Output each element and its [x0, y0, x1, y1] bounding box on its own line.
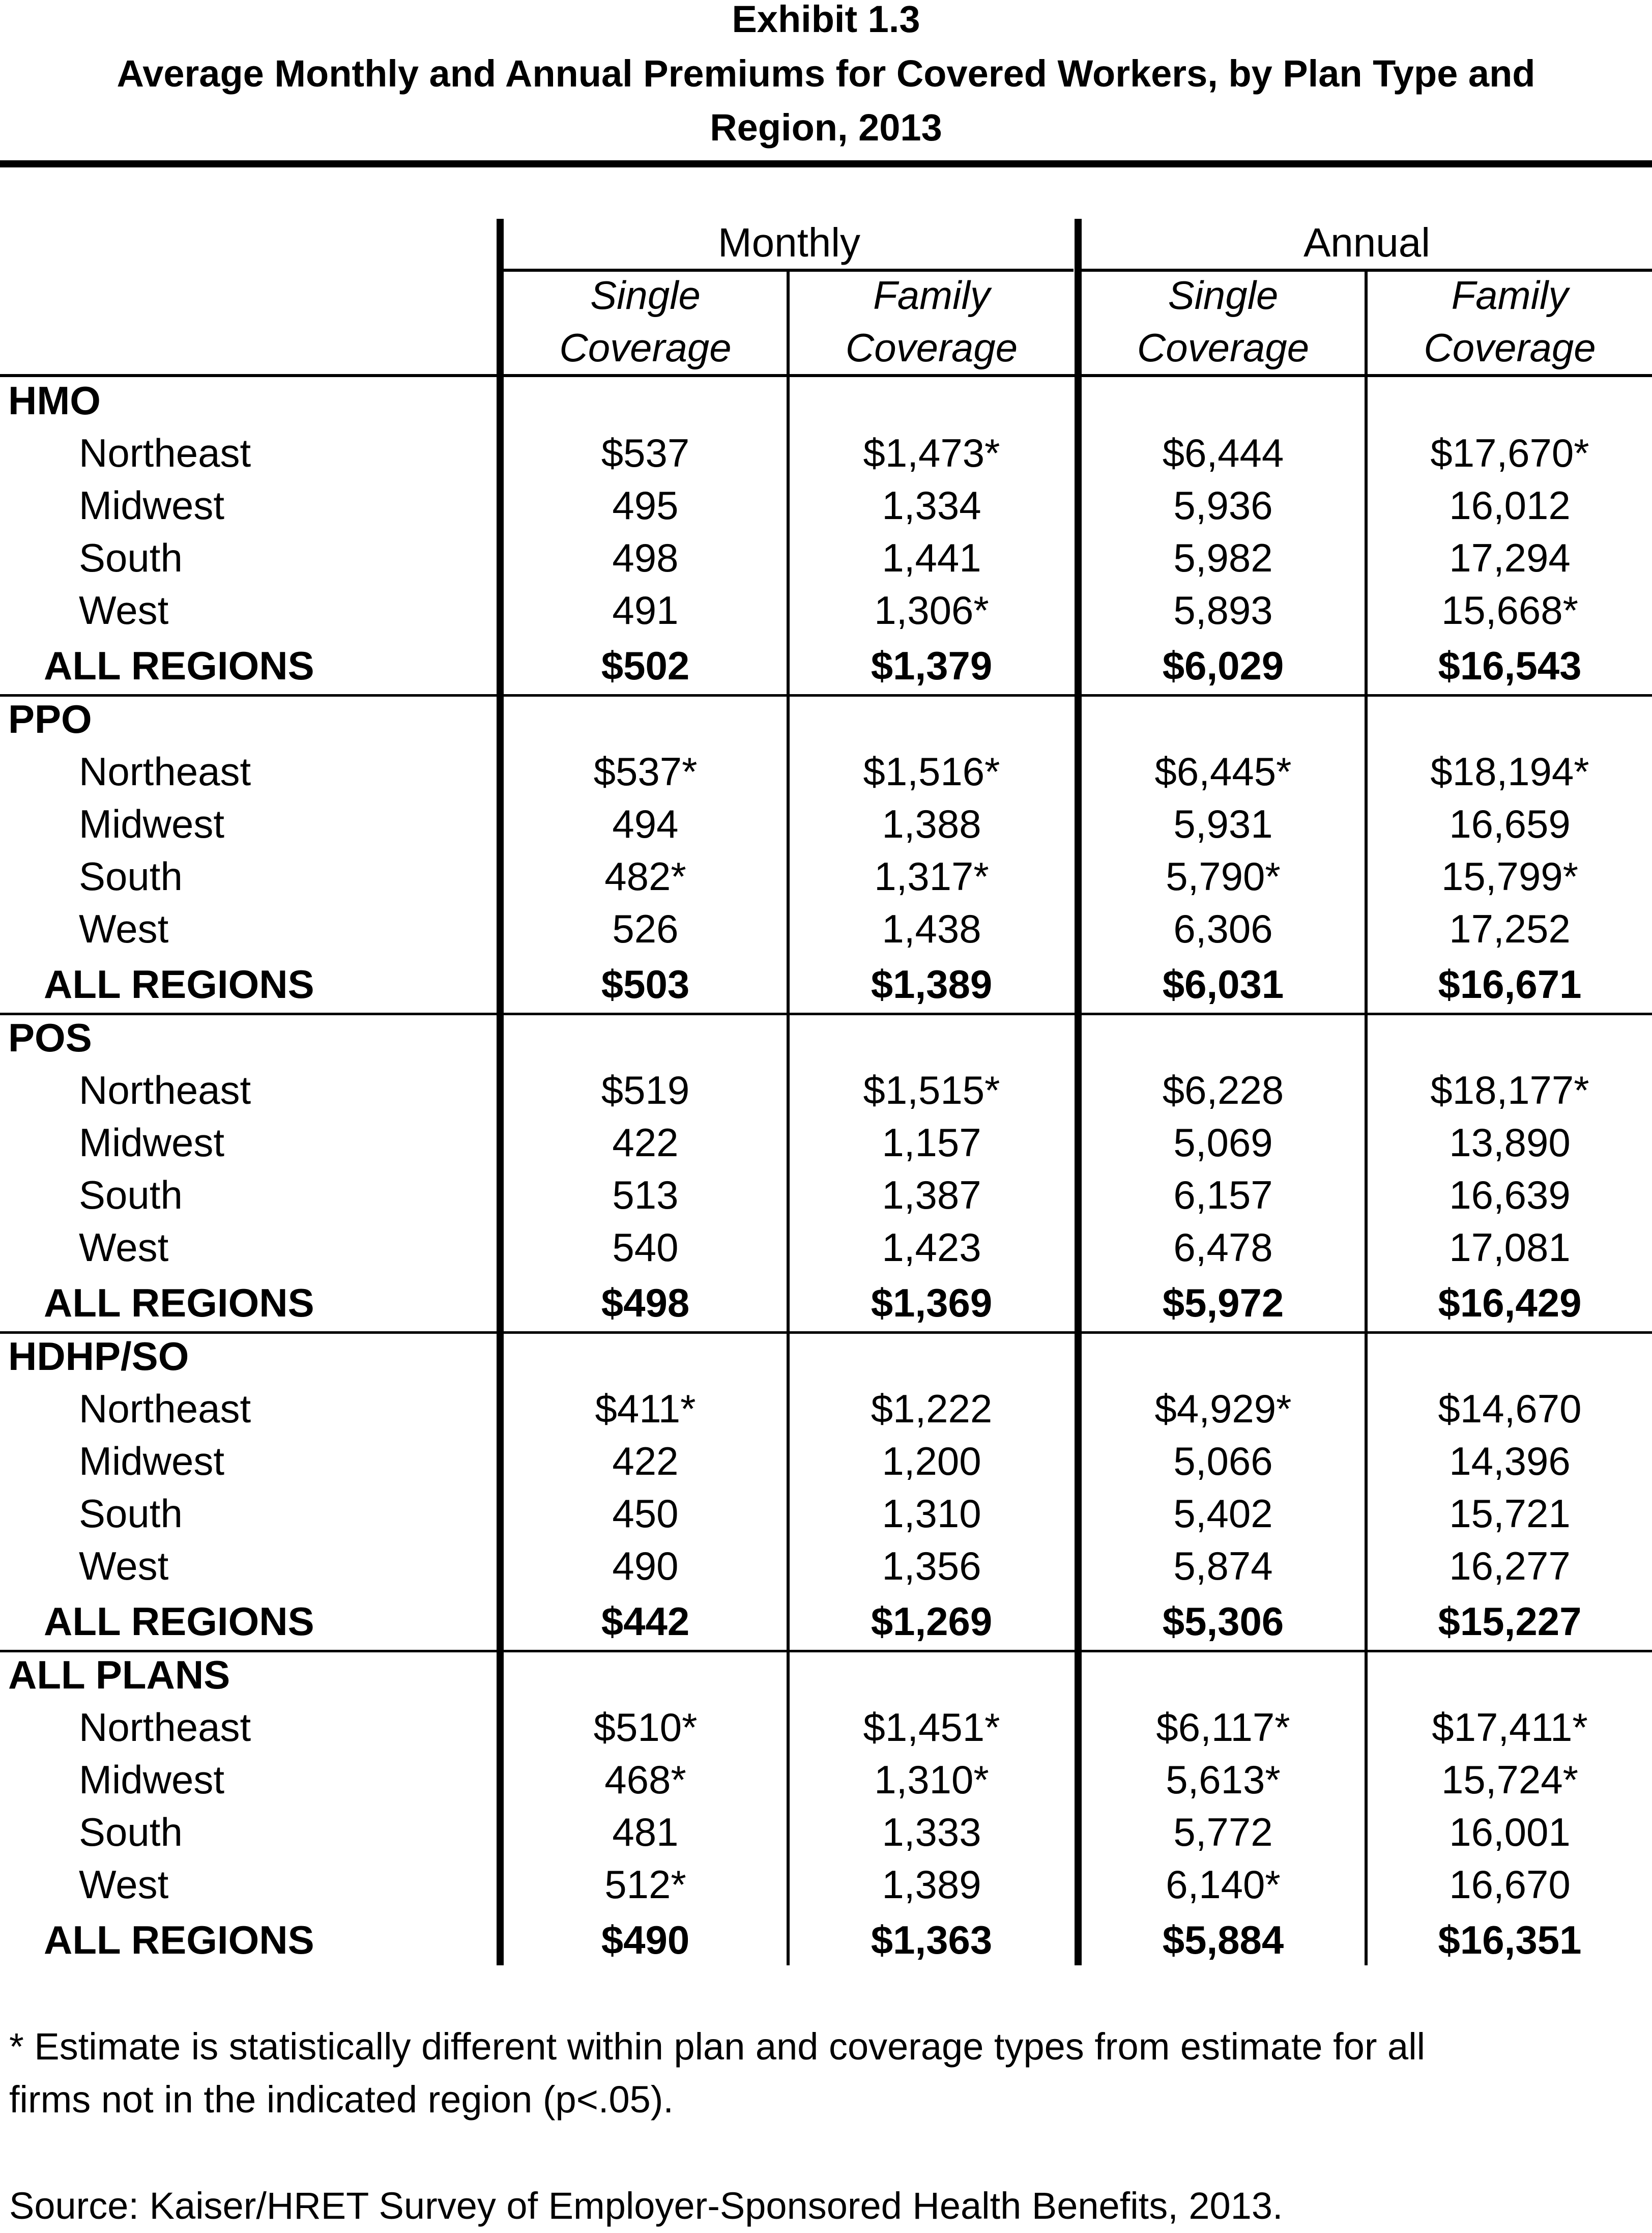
region-label: Northeast	[79, 431, 251, 475]
region-label: Northeast	[79, 749, 251, 794]
monthly-annual-divider	[1075, 219, 1082, 1965]
value-cell: $1,222	[871, 1386, 993, 1431]
total-value-cell: $498	[601, 1280, 690, 1325]
value-cell: 494	[612, 801, 679, 846]
all-regions-label: ALL REGIONS	[44, 962, 314, 1007]
region-label: South	[79, 1172, 183, 1217]
value-cell: 1,310	[882, 1491, 981, 1536]
total-value-cell: $1,379	[871, 643, 993, 688]
header-family-coverage-annual-line2: Coverage	[1424, 325, 1596, 370]
value-cell: 17,081	[1449, 1225, 1571, 1270]
total-value-cell: $1,369	[871, 1280, 993, 1325]
section-heading: PPO	[8, 697, 92, 741]
value-cell: 15,799*	[1441, 854, 1578, 899]
source-note: Source: Kaiser/HRET Survey of Employer-Sponsored Health Benefits, 2013.	[9, 2185, 1283, 2227]
total-value-cell: $6,029	[1162, 643, 1284, 688]
region-label: Midwest	[79, 483, 225, 528]
region-label: Midwest	[79, 801, 225, 846]
region-label: Northeast	[79, 1386, 251, 1431]
value-cell: $1,473*	[863, 431, 1000, 475]
value-cell: 16,670	[1449, 1862, 1571, 1907]
value-cell: $6,228	[1162, 1068, 1284, 1112]
total-value-cell: $1,269	[871, 1599, 993, 1644]
value-cell: 1,306*	[874, 588, 989, 633]
value-cell: $411*	[595, 1386, 696, 1431]
value-cell: 17,294	[1449, 535, 1571, 580]
header-group-monthly: Monthly	[717, 220, 861, 265]
total-value-cell: $502	[601, 643, 690, 688]
total-value-cell: $490	[601, 1917, 690, 1962]
region-label: Northeast	[79, 1705, 251, 1750]
value-cell: $537	[601, 431, 690, 475]
section-divider	[0, 1331, 1652, 1334]
total-value-cell: $15,227	[1438, 1599, 1582, 1644]
region-label: South	[79, 1810, 183, 1854]
value-cell: 5,936	[1173, 483, 1273, 528]
value-cell: 6,478	[1173, 1225, 1273, 1270]
value-cell: 526	[612, 906, 679, 951]
header-single-coverage-annual-line2: Coverage	[1137, 325, 1310, 370]
value-cell: 17,252	[1449, 906, 1571, 951]
value-cell: 512*	[604, 1862, 686, 1907]
value-cell: 1,388	[882, 801, 981, 846]
region-label: West	[79, 906, 169, 951]
section-divider	[0, 1650, 1652, 1652]
value-cell: 14,396	[1449, 1439, 1571, 1483]
header-family-coverage-monthly-line2: Coverage	[845, 325, 1018, 370]
value-cell: $4,929*	[1154, 1386, 1292, 1431]
exhibit-title-line-1: Average Monthly and Annual Premiums for Covered Workers, by Plan Type and	[117, 52, 1535, 95]
value-cell: $537*	[593, 749, 698, 794]
value-cell: 1,441	[882, 535, 981, 580]
value-cell: $6,444	[1162, 431, 1284, 475]
section-heading: POS	[8, 1015, 92, 1060]
value-cell: $1,451*	[863, 1705, 1000, 1750]
total-value-cell: $503	[601, 962, 690, 1007]
total-value-cell: $16,543	[1438, 643, 1582, 688]
value-cell: 5,893	[1173, 588, 1273, 633]
all-regions-label: ALL REGIONS	[44, 1917, 314, 1962]
region-label: West	[79, 588, 169, 633]
value-cell: $17,411*	[1432, 1705, 1588, 1750]
total-value-cell: $5,306	[1162, 1599, 1284, 1644]
header-bottom-rule	[0, 374, 1652, 377]
section-heading: ALL PLANS	[8, 1652, 230, 1697]
value-cell: 1,310*	[874, 1757, 989, 1802]
value-cell: 540	[612, 1225, 679, 1270]
region-label: South	[79, 1491, 183, 1536]
footnote	[9, 2020, 1637, 2126]
value-cell: $6,117*	[1156, 1705, 1290, 1750]
value-cell: 495	[612, 483, 679, 528]
value-cell: 450	[612, 1491, 679, 1536]
value-cell: $14,670	[1438, 1386, 1582, 1431]
header-single-coverage-monthly-line2: Coverage	[559, 325, 732, 370]
value-cell: 1,317*	[874, 854, 989, 899]
value-cell: 1,423	[882, 1225, 981, 1270]
all-regions-label: ALL REGIONS	[44, 1280, 314, 1325]
total-value-cell: $1,389	[871, 962, 993, 1007]
value-cell: 5,931	[1173, 801, 1273, 846]
value-cell: $17,670*	[1430, 431, 1589, 475]
value-cell: 491	[612, 588, 679, 633]
value-cell: 16,012	[1449, 483, 1571, 528]
value-cell: 15,721	[1449, 1491, 1571, 1536]
value-cell: 498	[612, 535, 679, 580]
value-cell: 5,790*	[1166, 854, 1281, 899]
total-value-cell: $6,031	[1162, 962, 1284, 1007]
value-cell: 422	[612, 1439, 679, 1483]
value-cell: 490	[612, 1543, 679, 1588]
value-cell: 5,874	[1173, 1543, 1273, 1588]
total-value-cell: $442	[601, 1599, 690, 1644]
header-single-coverage-monthly-line1: Single	[590, 273, 701, 318]
value-cell: 1,333	[882, 1810, 981, 1854]
total-value-cell: $16,671	[1438, 962, 1582, 1007]
exhibit-label: Exhibit 1.3	[732, 0, 920, 40]
region-label: Midwest	[79, 1439, 225, 1483]
value-cell: 1,200	[882, 1439, 981, 1483]
header-family-coverage-monthly-line1: Family	[873, 273, 990, 318]
value-cell: 481	[612, 1810, 679, 1854]
value-cell: 16,639	[1449, 1172, 1571, 1217]
value-cell: $18,177*	[1430, 1068, 1589, 1112]
value-cell: 513	[612, 1172, 679, 1217]
footnote-line-2: firms not in the indicated region (p<.05).	[9, 2078, 674, 2121]
region-label: South	[79, 535, 183, 580]
value-cell: 468*	[604, 1757, 686, 1802]
region-label: West	[79, 1225, 169, 1270]
value-cell: 15,668*	[1441, 588, 1578, 633]
value-cell: $6,445*	[1154, 749, 1292, 794]
value-cell: 1,389	[882, 1862, 981, 1907]
value-cell: 5,402	[1173, 1491, 1273, 1536]
value-cell: $519	[601, 1068, 690, 1112]
value-cell: 6,306	[1173, 906, 1273, 951]
total-value-cell: $5,884	[1162, 1917, 1284, 1962]
section-heading: HMO	[8, 378, 101, 423]
region-label: Midwest	[79, 1120, 225, 1165]
total-value-cell: $1,363	[871, 1917, 993, 1962]
region-label: Midwest	[79, 1757, 225, 1802]
value-cell: 422	[612, 1120, 679, 1165]
value-cell: 16,659	[1449, 801, 1571, 846]
value-cell: 1,387	[882, 1172, 981, 1217]
value-cell: 5,613*	[1166, 1757, 1281, 1802]
region-label: West	[79, 1543, 169, 1588]
region-label: West	[79, 1862, 169, 1907]
header-family-coverage-annual-line1: Family	[1451, 273, 1569, 318]
value-cell: 6,157	[1173, 1172, 1273, 1217]
header-single-coverage-annual-line1: Single	[1168, 273, 1279, 318]
footnote-line-1: * Estimate is statistically different within plan and coverage types from estimate for all	[9, 2025, 1426, 2068]
value-cell: 5,982	[1173, 535, 1273, 580]
region-label: Northeast	[79, 1068, 251, 1112]
value-cell: 1,438	[882, 906, 981, 951]
value-cell: $18,194*	[1430, 749, 1589, 794]
value-cell: 482*	[604, 854, 686, 899]
title-divider	[0, 160, 1652, 167]
value-cell: 1,356	[882, 1543, 981, 1588]
all-regions-label: ALL REGIONS	[44, 643, 314, 688]
section-divider	[0, 694, 1652, 697]
value-cell: 16,277	[1449, 1543, 1571, 1588]
value-cell: 5,069	[1173, 1120, 1273, 1165]
value-cell: 1,157	[882, 1120, 981, 1165]
value-cell: 1,334	[882, 483, 981, 528]
value-cell: 5,066	[1173, 1439, 1273, 1483]
label-column-divider	[497, 219, 504, 1965]
value-cell: $510*	[593, 1705, 698, 1750]
total-value-cell: $5,972	[1162, 1280, 1284, 1325]
value-cell: 16,001	[1449, 1810, 1571, 1854]
total-value-cell: $16,429	[1438, 1280, 1582, 1325]
region-label: South	[79, 854, 183, 899]
value-cell: 5,772	[1173, 1810, 1273, 1854]
value-cell: 13,890	[1449, 1120, 1571, 1165]
value-cell: 15,724*	[1441, 1757, 1578, 1802]
value-cell: 6,140*	[1166, 1862, 1281, 1907]
all-regions-label: ALL REGIONS	[44, 1599, 314, 1644]
total-value-cell: $16,351	[1438, 1917, 1582, 1962]
value-cell: $1,515*	[863, 1068, 1000, 1112]
header-group-annual: Annual	[1303, 220, 1431, 265]
section-divider	[0, 1013, 1652, 1015]
value-cell: $1,516*	[863, 749, 1000, 794]
exhibit-title-line-2: Region, 2013	[710, 106, 942, 149]
section-heading: HDHP/SO	[8, 1334, 189, 1379]
